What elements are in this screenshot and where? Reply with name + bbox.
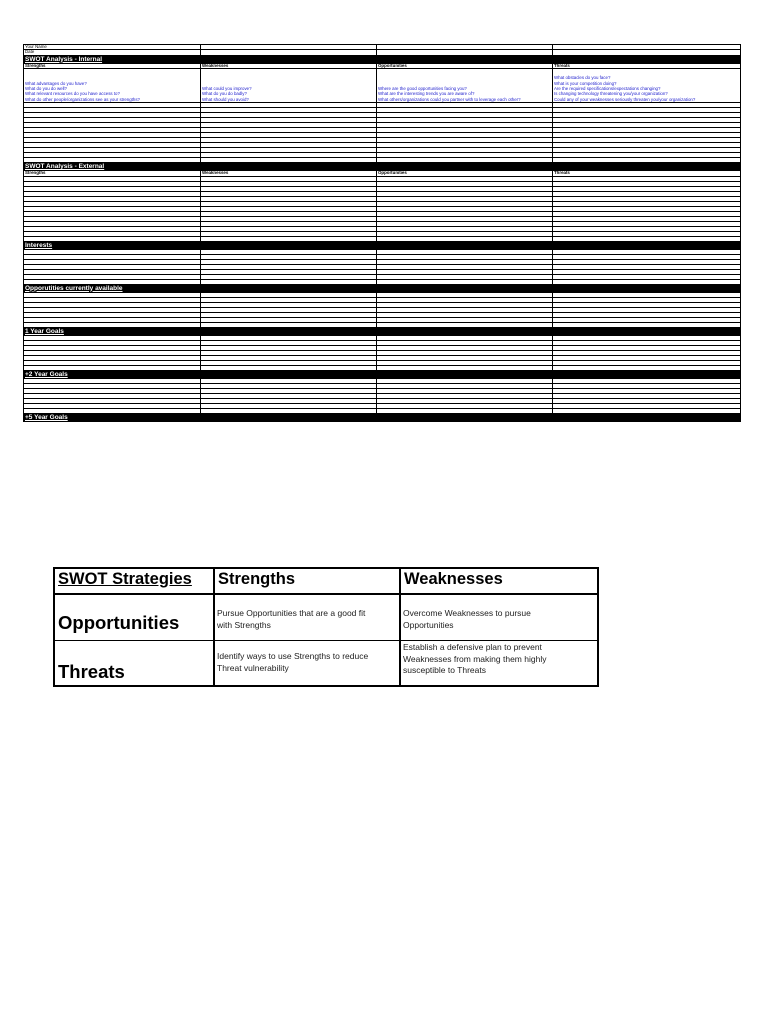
name-label: Your Name [24,45,201,50]
weaknesses-question: What should you avoid? [202,96,249,102]
col-weaknesses: Weaknesses [201,171,377,176]
wo-strategy-line: Opportunities [403,619,454,630]
strengths-column-header: Strengths [215,569,401,593]
weaknesses-question: What could you improve? [202,86,252,92]
so-strategy-line: with Strengths [217,619,271,630]
strategies-title [55,569,215,593]
strengths-question: What do you do well? [25,86,67,92]
internal-section-title: SWOT Analysis - Internal [25,55,103,63]
wt-strategy-line: Weaknesses from making them highly [403,653,547,664]
threats-row-label: Threats [58,661,125,682]
wt-strategy-line: Establish a defensive plan to prevent [403,642,542,652]
wt-strategy-line: susceptible to Threats [403,665,486,675]
swot-strategies-matrix [53,567,599,687]
so-strategy-cell [215,595,401,640]
date-label: Date [24,50,201,55]
internal-section-header [24,55,741,63]
strengths-question: What do other people/organizations see as your strengths? [25,96,140,102]
col-strengths: Strengths [24,171,201,176]
opportunities-available-section-header [24,284,741,292]
st-strategy-line: Identify ways to use Strengths to reduce [217,651,369,661]
threats-questions [553,69,741,103]
col-threats: Threats [553,171,741,176]
threats-question: What obstacles do you face? [554,75,611,81]
wo-strategy-cell [401,595,599,640]
wt-strategy-text [401,642,599,677]
two-year-goals-section-header [24,370,741,378]
strengths-question: What relevant resources do you have access to? [25,91,120,97]
external-section-title: SWOT Analysis - External [25,163,105,171]
strengths-questions [24,69,201,103]
opportunities-questions [377,69,553,103]
five-year-goals-section-header [24,413,741,421]
weaknesses-column-header: Weaknesses [404,570,503,588]
external-section-header [24,163,741,171]
worksheet-body [24,45,741,422]
col-opportunities: Opportunities [377,171,553,176]
threats-question: Could any of your weaknesses seriously threaten you/your organization? [554,96,696,102]
st-strategy-text [215,651,399,674]
col-opportunities: Opportunities [377,63,553,68]
swot-worksheet-table [23,44,741,422]
threats-question: Is changing technology threatening you/your organization? [554,91,668,97]
two-year-goals-title: +2 Year Goals [25,370,68,378]
wt-strategy-cell [401,641,599,685]
opportunities-question: What others/organizations could you partner with to leverage each other? [378,96,521,102]
so-strategy-line: Pursue Opportunities that are a good fit [217,608,366,618]
st-strategy-cell [215,641,401,685]
strategies-title-text: SWOT Strategies [58,570,192,588]
one-year-goals-section-header [24,327,741,335]
weaknesses-questions [201,69,377,103]
interests-section-title: Interests [25,241,53,249]
five-year-goals-title: +5 Year Goals [25,413,68,421]
opportunities-row-label: Opportunities [58,612,180,633]
opportunities-question: What are the interesting trends you are aware of? [378,91,475,97]
col-threats: Threats [553,63,741,68]
opportunities-question: Where are the good opportunities facing you? [378,86,467,92]
strategies-header-row [55,569,597,595]
wo-strategy-text [401,608,599,631]
threats-question: What is your competition doing? [554,80,617,86]
one-year-goals-title: 1 Year Goals [25,327,64,335]
opportunities-available-title: Opporutities currently available [25,284,123,292]
col-strengths: Strengths [24,63,201,68]
col-weaknesses: Weaknesses [201,63,377,68]
threats-question: Are the required specifications/expectations changing? [554,86,661,92]
weaknesses-question: What do you do badly? [202,91,247,97]
threats-row [55,641,597,685]
opportunities-row [55,595,597,641]
strengths-question: What advantages do you have? [25,80,87,86]
so-strategy-text [215,608,399,631]
threats-row-header [55,641,215,685]
st-strategy-line: Threat vulnerability [217,662,289,673]
wo-strategy-line: Overcome Weaknesses to pursue [403,608,531,618]
guiding-questions-row [24,69,741,103]
interests-section-header [24,241,741,249]
opportunities-row-header [55,595,215,640]
